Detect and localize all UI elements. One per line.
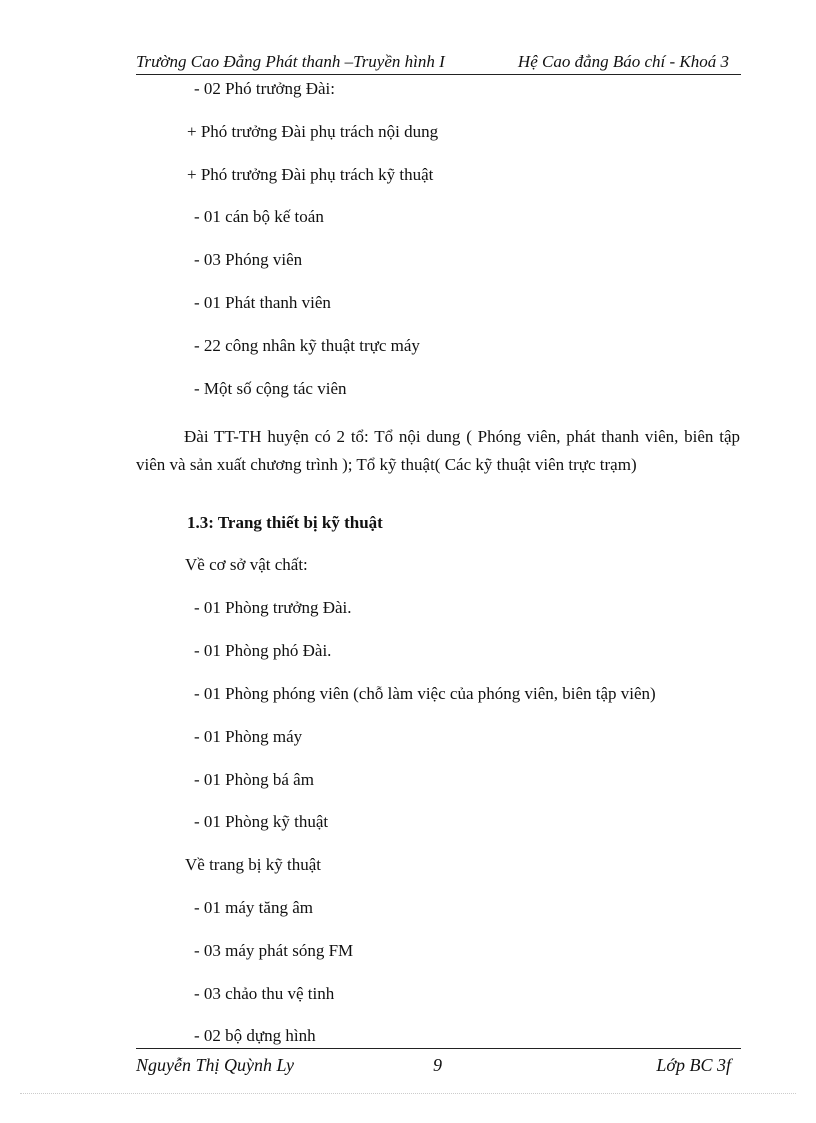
equipment-item: - 03 chảo thu vệ tinh: [194, 984, 335, 1003]
page-bottom-divider: [20, 1093, 796, 1094]
page-header: [136, 50, 741, 75]
staff-line: + Phó trưởng Đài phụ trách kỹ thuật: [187, 165, 434, 184]
facility-item: - 01 Phòng bá âm: [194, 770, 314, 789]
facilities-intro: Về cơ sở vật chất:: [185, 555, 308, 574]
equipment-intro: Về trang bị kỹ thuật: [185, 855, 321, 874]
equipment-item: - 01 máy tăng âm: [194, 898, 313, 917]
page-number: 9: [433, 1055, 442, 1075]
facility-item: - 01 Phòng kỹ thuật: [194, 812, 329, 831]
header-program: Hệ Cao đẳng Báo chí - Khoá 3: [517, 52, 729, 71]
staff-line: - 01 cán bộ kế toán: [194, 207, 324, 226]
equipment-item: - 03 máy phát sóng FM: [194, 941, 354, 960]
facility-item: - 01 Phòng máy: [194, 727, 303, 746]
staff-line: - Một số cộng tác viên: [194, 379, 347, 398]
facility-item: - 01 Phòng phó Đài.: [194, 641, 332, 660]
header-school: Trường Cao Đẳng Phát thanh –Truyền hình I: [136, 52, 445, 71]
team-paragraph: Đài TT-TH huyện có 2 tổ: Tổ nội dung ( Phóng viên, phát thanh viên, biên tập viên và sản xuất chương trình ); Tổ kỹ thuật( Các kỹ thuật viên trực trạm): [136, 427, 740, 474]
page-footer: [136, 1048, 741, 1079]
staff-line: - 03 Phóng viên: [194, 250, 303, 269]
staff-line: - 22 công nhân kỹ thuật trực máy: [194, 336, 420, 355]
footer-class: Lớp BC 3f: [656, 1055, 731, 1075]
equipment-item: - 02 bộ dựng hình: [194, 1026, 316, 1045]
facility-item: - 01 Phòng trưởng Đài.: [194, 598, 352, 617]
facility-item: - 01 Phòng phóng viên (chỗ làm việc của phóng viên, biên tập viên): [194, 684, 656, 703]
staff-line: - 02 Phó trưởng Đài:: [194, 79, 335, 98]
footer-author: Nguyễn Thị Quỳnh Ly: [136, 1055, 294, 1075]
section-heading: 1.3: Trang thiết bị kỹ thuật: [187, 513, 383, 532]
staff-line: + Phó trưởng Đài phụ trách nội dung: [187, 122, 439, 141]
staff-line: - 01 Phát thanh viên: [194, 293, 331, 312]
